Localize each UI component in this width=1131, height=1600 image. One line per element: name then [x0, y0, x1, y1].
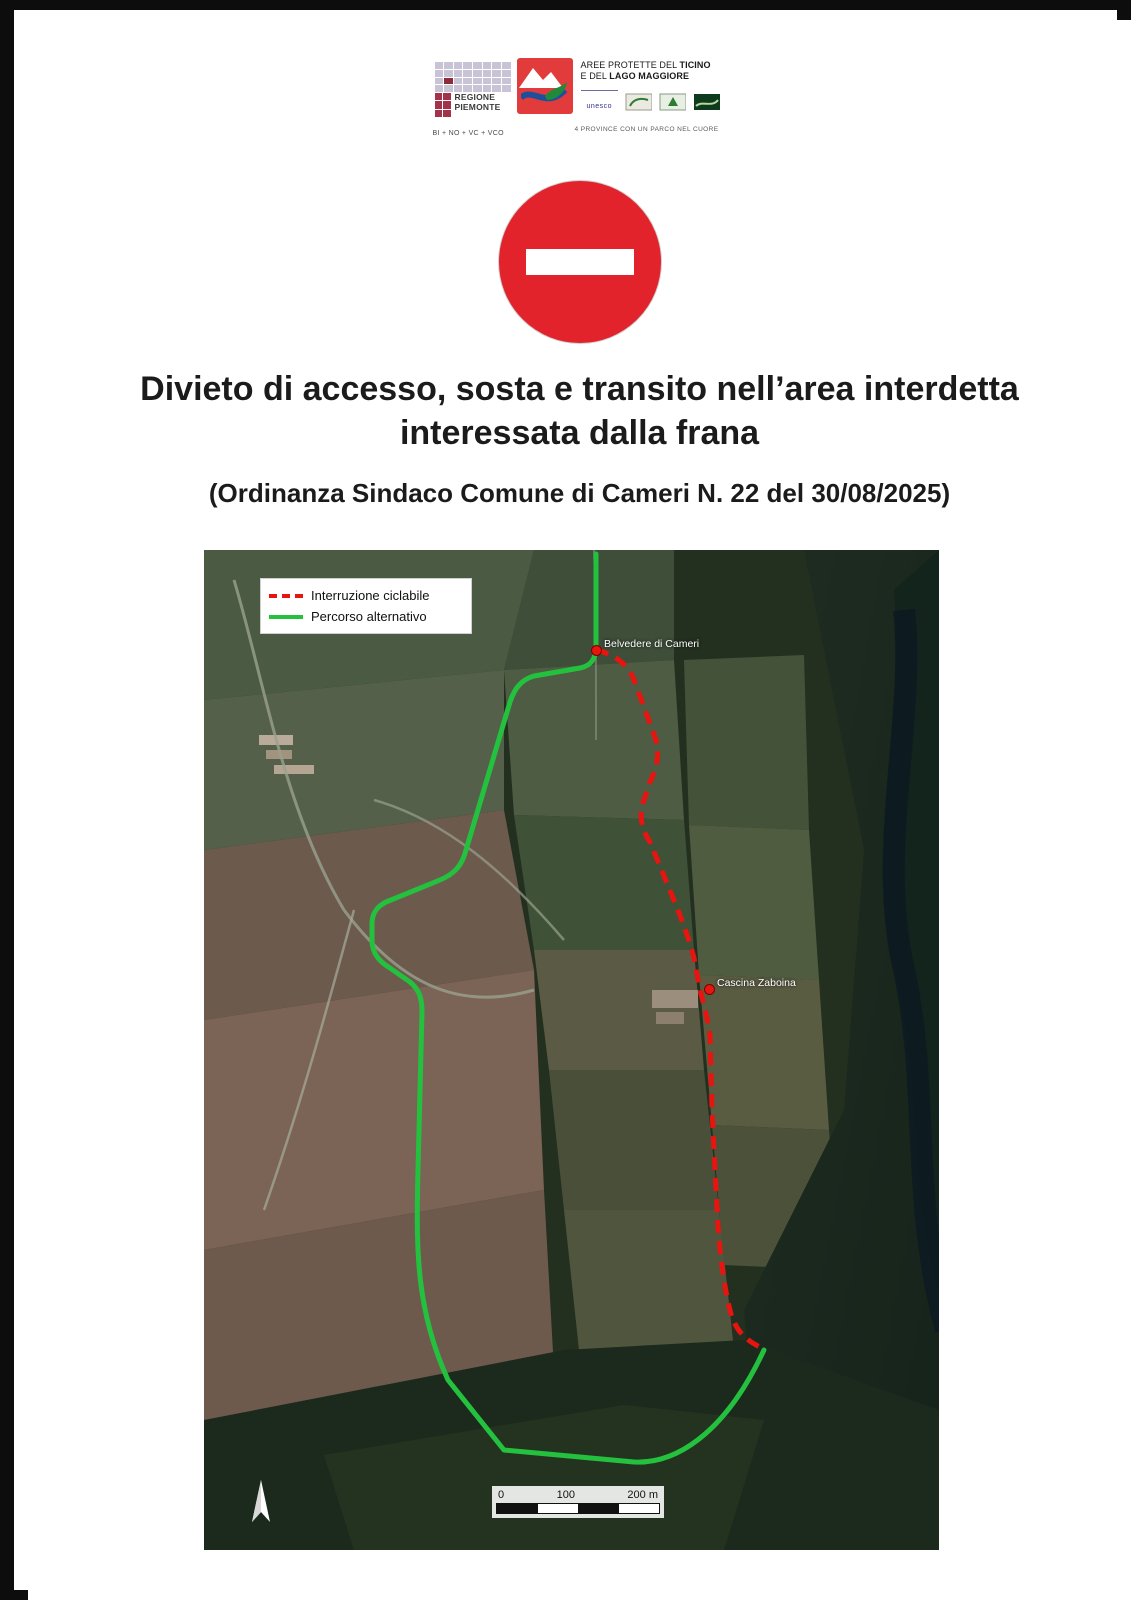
tagline-text: 4 PROVINCE CON UN PARCO NEL CUORE — [574, 126, 719, 133]
marker-cascina-zaboina[interactable] — [704, 984, 715, 995]
scalebar-max: 200 m — [627, 1489, 658, 1501]
partner-tree-icon — [658, 88, 686, 118]
no-entry-sign-icon — [498, 180, 662, 344]
legend-item-percorso — [269, 606, 463, 627]
scalebar-numbers — [496, 1489, 660, 1501]
ticino-line1-pre: AREE PROTETTE DEL — [580, 60, 680, 70]
unesco-logo: unesco — [581, 90, 619, 118]
regione-piemonte-logo — [432, 62, 511, 137]
page-title: Divieto di accesso, sosta e transito nell’area interdetta interessata dalla frana — [140, 370, 1019, 452]
partner-leaf-icon — [624, 88, 652, 118]
regione-wordmark — [455, 92, 501, 112]
regione-line1: REGIONE — [454, 92, 496, 102]
poster-content — [28, 20, 1131, 1600]
scalebar-segments — [496, 1503, 660, 1514]
satellite-map[interactable] — [204, 550, 939, 1550]
label-cascina-zaboina: Cascina Zaboina — [717, 977, 796, 989]
partner-logos — [581, 84, 721, 118]
legend-label-percorso: Percorso alternativo — [311, 609, 427, 624]
header-logo-bar — [432, 58, 725, 158]
map-imagery — [204, 550, 939, 1550]
legend-item-interruzione — [269, 585, 463, 606]
partner-logo-1 — [624, 88, 652, 118]
ticino-line2-bold: LAGO MAGGIORE — [609, 71, 690, 81]
partner-logo-3 — [692, 88, 720, 118]
ticino-line2-pre: E DEL — [580, 71, 610, 81]
regione-dot-grid-icon — [435, 62, 511, 92]
map-legend — [260, 578, 472, 634]
north-arrow-icon — [248, 1478, 274, 1524]
scalebar-mid: 100 — [556, 1489, 575, 1501]
legend-solid-green-swatch — [269, 615, 303, 619]
regione-line2: PIEMONTE — [454, 102, 501, 112]
provinces-text: BI + NO + VC + VCO — [432, 130, 504, 137]
scalebar-zero: 0 — [498, 1489, 505, 1501]
ticino-line2 — [581, 71, 711, 82]
label-belvedere-di-cameri: Belvedere di Cameri — [604, 638, 700, 650]
no-entry-bar — [526, 249, 634, 275]
ticino-line1-bold: TICINO — [679, 60, 711, 70]
partner-logo-2 — [658, 88, 686, 118]
marker-belvedere-di-cameri[interactable] — [591, 645, 602, 656]
ticino-line1 — [581, 60, 711, 71]
page-subtitle: (Ordinanza Sindaco Comune di Cameri N. 22 del 30/08/2025) — [208, 478, 951, 508]
ticino-wordmark — [581, 60, 711, 82]
partner-river-icon — [692, 88, 720, 118]
map-scalebar — [492, 1486, 664, 1518]
regione-bars-icon — [435, 93, 451, 117]
ticino-park-logo-icon — [517, 58, 573, 114]
wave-leaf-shape-icon — [521, 80, 569, 110]
legend-dashed-red-swatch — [269, 594, 303, 598]
legend-label-interruzione: Interruzione ciclabile — [311, 588, 430, 603]
